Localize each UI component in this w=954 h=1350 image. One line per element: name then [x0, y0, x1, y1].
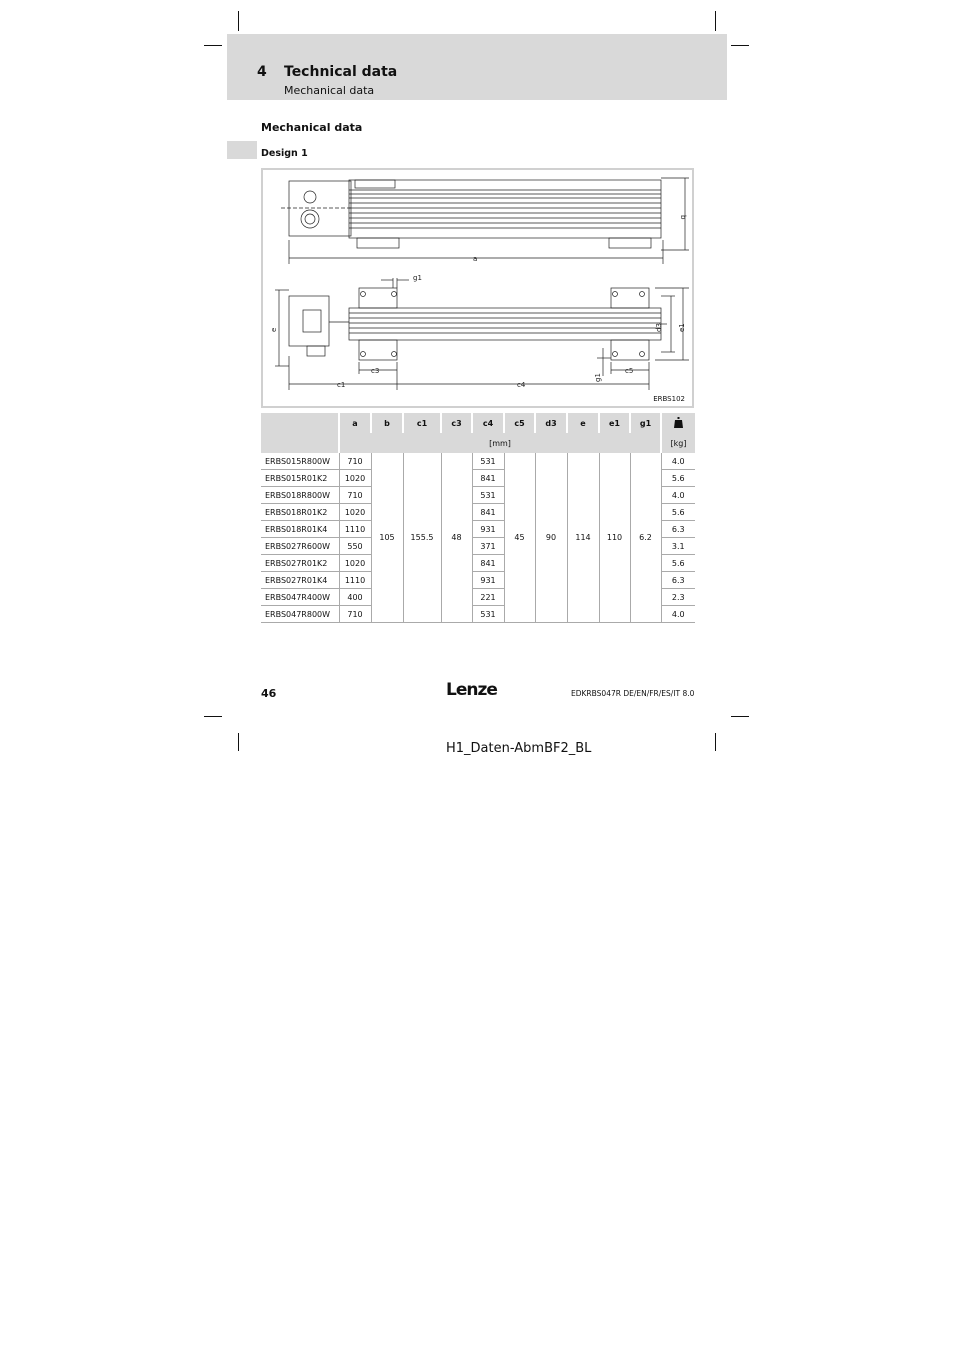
- cell-type: ERBS018R01K2: [261, 504, 339, 521]
- foot-left-top: [357, 238, 399, 248]
- cell-c4: 841: [472, 555, 504, 572]
- cell-c4: 841: [472, 470, 504, 487]
- cell-a: 400: [339, 589, 371, 606]
- crop-mark: [731, 716, 749, 717]
- bracket-left-lower: [359, 340, 397, 360]
- cell-a: 1110: [339, 572, 371, 589]
- cell-weight: 6.3: [661, 521, 695, 538]
- table-row: [261, 453, 695, 470]
- header-blank: [261, 413, 339, 453]
- dim-c3: c3: [371, 367, 380, 375]
- chapter-title: Technical data: [284, 64, 398, 80]
- cell-weight: 4.0: [661, 606, 695, 623]
- crop-mark: [204, 45, 222, 46]
- cell-type: ERBS047R800W: [261, 606, 339, 623]
- cell-weight: 3.1: [661, 538, 695, 555]
- cell-e1: 110: [599, 453, 630, 623]
- cell-a: 1020: [339, 470, 371, 487]
- section-title: Mechanical data: [261, 121, 363, 134]
- crop-mark: [238, 733, 239, 751]
- col-header-e1: e1: [599, 413, 630, 433]
- figure-label: ERBS102: [653, 395, 685, 403]
- dim-e: e: [270, 327, 278, 332]
- cell-a: 1110: [339, 521, 371, 538]
- foot-right-top: [609, 238, 651, 248]
- document-id: EDKRBS047R DE/EN/FR/ES/IT 8.0: [571, 689, 695, 698]
- cell-a: 710: [339, 487, 371, 504]
- chapter-number: 4: [257, 64, 267, 80]
- col-header-c4: c4: [472, 413, 504, 433]
- unit-mm: [mm]: [339, 433, 661, 453]
- bracket-left-upper: [359, 288, 397, 308]
- unit-kg: [kg]: [661, 433, 695, 453]
- cell-weight: 4.0: [661, 487, 695, 504]
- chapter-subtitle: Mechanical data: [284, 84, 375, 97]
- cell-b: 105: [371, 453, 403, 623]
- col-header-c3: c3: [441, 413, 472, 433]
- cell-c4: 531: [472, 453, 504, 470]
- cell-a: 710: [339, 453, 371, 470]
- bracket-right-lower: [611, 340, 649, 360]
- crop-mark: [731, 45, 749, 46]
- cell-weight: 5.6: [661, 470, 695, 487]
- cell-a: 1020: [339, 504, 371, 521]
- cell-c4: 841: [472, 504, 504, 521]
- dim-g1-bottom: g1: [594, 373, 602, 382]
- col-header-g1: g1: [630, 413, 661, 433]
- resistor-body-top: [349, 180, 661, 238]
- col-header-e: e: [567, 413, 599, 433]
- col-header-c5: c5: [504, 413, 535, 433]
- lenze-logo: Lenze: [446, 680, 497, 700]
- cell-c4: 531: [472, 606, 504, 623]
- col-header-b: b: [371, 413, 403, 433]
- dim-g1-top: g1: [413, 274, 422, 282]
- crop-mark: [715, 733, 716, 751]
- file-slug: H1_Daten-AbmBF2_BL: [446, 741, 592, 756]
- crop-mark: [204, 716, 222, 717]
- cell-weight: 2.3: [661, 589, 695, 606]
- dim-d3: d3: [655, 323, 663, 332]
- cell-d3: 90: [535, 453, 567, 623]
- cable-gland-side: [307, 346, 325, 356]
- cell-c4: 931: [472, 572, 504, 589]
- dim-c1: c1: [337, 381, 346, 389]
- col-header-weight: [661, 413, 695, 433]
- cell-c4: 221: [472, 589, 504, 606]
- cell-weight: 4.0: [661, 453, 695, 470]
- dim-b: b: [679, 215, 687, 220]
- dimensions-table: [261, 413, 695, 623]
- crop-mark: [715, 11, 716, 31]
- cell-c4: 931: [472, 521, 504, 538]
- cell-g1: 6.2: [630, 453, 661, 623]
- cell-a: 1020: [339, 555, 371, 572]
- col-header-c1: c1: [403, 413, 441, 433]
- cell-weight: 5.6: [661, 504, 695, 521]
- terminal-box-side: [289, 296, 329, 346]
- dim-c5: c5: [625, 367, 634, 375]
- cell-type: ERBS018R01K4: [261, 521, 339, 538]
- bracket-right-upper: [611, 288, 649, 308]
- dim-e1: e1: [678, 323, 686, 332]
- cell-type: ERBS018R800W: [261, 487, 339, 504]
- cell-c5: 45: [504, 453, 535, 623]
- margin-marker: [227, 141, 257, 159]
- cell-c3: 48: [441, 453, 472, 623]
- cell-type: ERBS027R600W: [261, 538, 339, 555]
- cell-e: 114: [567, 453, 599, 623]
- cell-a: 710: [339, 606, 371, 623]
- cell-type: ERBS027R01K2: [261, 555, 339, 572]
- cell-type: ERBS027R01K4: [261, 572, 339, 589]
- technical-drawing: [261, 168, 694, 408]
- cable-gland-top: [301, 210, 319, 228]
- page-number: 46: [261, 687, 277, 700]
- col-header-a: a: [339, 413, 371, 433]
- dim-c4: c4: [517, 381, 526, 389]
- cell-c1: 155.5: [403, 453, 441, 623]
- cell-type: ERBS015R01K2: [261, 470, 339, 487]
- terminal-box-top: [289, 181, 351, 236]
- cell-a: 550: [339, 538, 371, 555]
- cell-c4: 371: [472, 538, 504, 555]
- design-heading: Design 1: [261, 148, 308, 159]
- cell-type: ERBS047R400W: [261, 589, 339, 606]
- weight-icon: [674, 417, 683, 428]
- dim-a: a: [473, 255, 478, 263]
- col-header-d3: d3: [535, 413, 567, 433]
- cell-weight: 5.6: [661, 555, 695, 572]
- cell-c4: 531: [472, 487, 504, 504]
- cell-weight: 6.3: [661, 572, 695, 589]
- cell-type: ERBS015R800W: [261, 453, 339, 470]
- drawing-svg: [263, 170, 692, 406]
- crop-mark: [238, 11, 239, 31]
